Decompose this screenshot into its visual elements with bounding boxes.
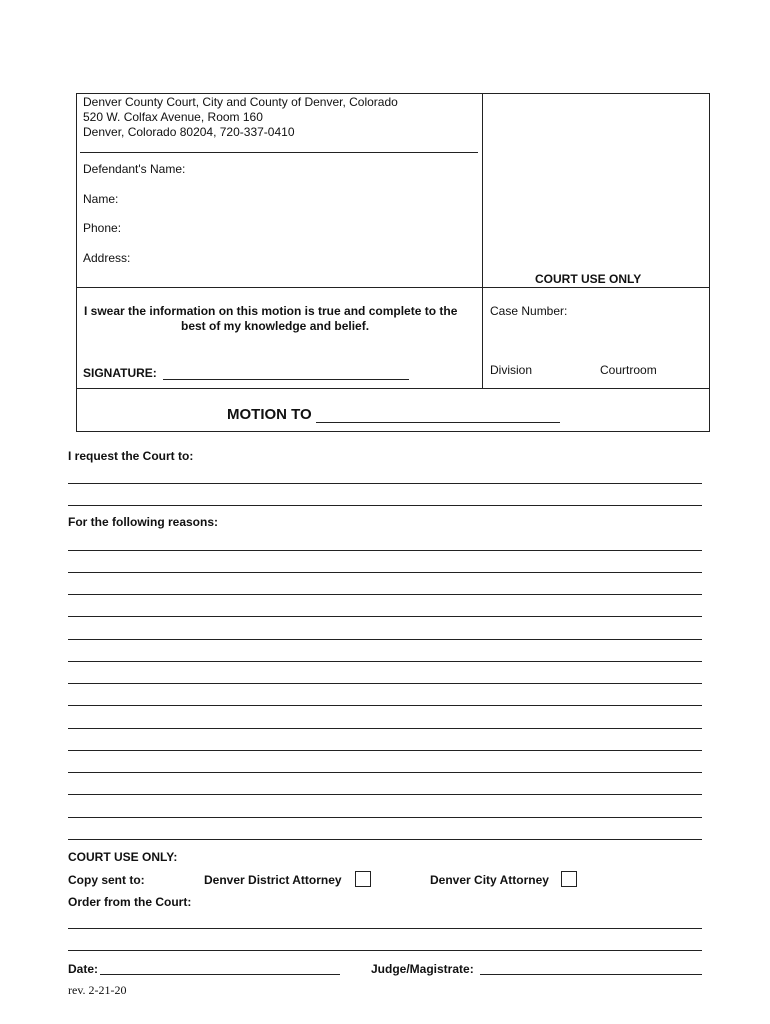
revision-label: rev. 2-21-20: [68, 983, 127, 997]
caption-top-border: [76, 93, 710, 94]
caption-row-divider-2: [76, 388, 710, 389]
reason-line[interactable]: [68, 594, 702, 595]
caption-right-border: [709, 93, 710, 431]
footer-court-use-only: COURT USE ONLY:: [68, 850, 178, 864]
signature-label: SIGNATURE:: [83, 366, 157, 380]
caption-middle-divider: [482, 93, 483, 388]
signature-line[interactable]: [163, 379, 409, 380]
reason-line[interactable]: [68, 661, 702, 662]
division-label: Division: [490, 363, 533, 377]
request-line-1[interactable]: [68, 483, 702, 484]
reason-line[interactable]: [68, 728, 702, 729]
oath-line-1: I swear the information on this motion is true and complete to the: [84, 304, 458, 318]
judge-label: Judge/Magistrate:: [371, 962, 474, 976]
motion-title: MOTION TO: [227, 406, 312, 423]
city-attorney-checkbox[interactable]: [561, 871, 577, 887]
motion-title-line[interactable]: [316, 422, 560, 423]
caption-row-divider-1: [76, 287, 710, 288]
reason-line[interactable]: [68, 550, 702, 551]
court-street-address: 520 W. Colfax Avenue, Room 160: [83, 110, 263, 124]
reason-line[interactable]: [68, 705, 702, 706]
reason-line[interactable]: [68, 839, 702, 840]
name-label: Name:: [83, 192, 119, 206]
district-attorney-checkbox[interactable]: [355, 871, 371, 887]
court-city-phone: Denver, Colorado 80204, 720-337-0410: [83, 125, 295, 139]
reason-line[interactable]: [68, 817, 702, 818]
caption-bottom-border: [76, 431, 710, 432]
order-line-1[interactable]: [68, 928, 702, 929]
caption-left-border: [76, 93, 77, 431]
date-label: Date:: [68, 962, 99, 976]
reason-line[interactable]: [68, 772, 702, 773]
order-from-court-label: Order from the Court:: [68, 895, 192, 909]
reason-line[interactable]: [68, 572, 702, 573]
order-line-2[interactable]: [68, 950, 702, 951]
court-use-only-label: COURT USE ONLY: [535, 272, 642, 286]
reasons-label: For the following reasons:: [68, 515, 219, 529]
court-address-separator: [80, 152, 478, 153]
reason-line[interactable]: [68, 683, 702, 684]
judge-line[interactable]: [480, 974, 702, 975]
request-line-2[interactable]: [68, 505, 702, 506]
district-attorney-label: Denver District Attorney: [204, 873, 342, 887]
court-name: Denver County Court, City and County of Denver, Colorado: [83, 95, 398, 109]
reason-line[interactable]: [68, 794, 702, 795]
city-attorney-label: Denver City Attorney: [430, 873, 549, 887]
case-number-label: Case Number:: [490, 304, 568, 318]
phone-label: Phone:: [83, 221, 122, 235]
copy-sent-to-label: Copy sent to:: [68, 873, 145, 887]
oath-line-2: best of my knowledge and belief.: [181, 319, 370, 333]
reason-line[interactable]: [68, 639, 702, 640]
address-label: Address:: [83, 251, 131, 265]
courtroom-label: Courtroom: [600, 363, 657, 377]
date-line[interactable]: [100, 974, 340, 975]
reason-line[interactable]: [68, 616, 702, 617]
request-label: I request the Court to:: [68, 449, 194, 463]
defendant-name-label: Defendant's Name:: [83, 162, 186, 176]
reason-line[interactable]: [68, 750, 702, 751]
